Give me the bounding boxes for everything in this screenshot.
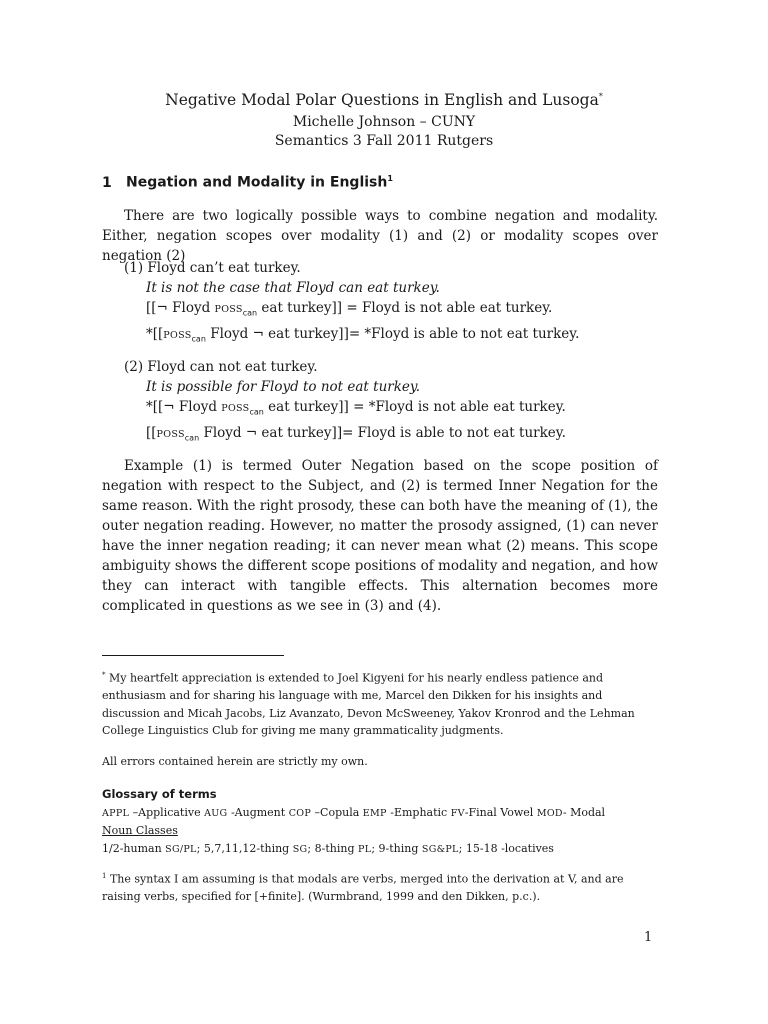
section-footnote-ref: 1 xyxy=(387,174,393,183)
example-1-sentence: (1) Floyd can’t eat turkey. xyxy=(124,260,301,276)
glossary-abbreviations: APPL –Applicative AUG -Augment COP –Copula EMP -Emphatic FV-Final Vowel MOD- Modal xyxy=(102,805,606,819)
noun-classes-heading: Noun Classes xyxy=(102,824,178,837)
page-number: 1 xyxy=(644,930,653,945)
noun-classes-list: 1/2-human SG/PL; 5,7,11,12-thing SG; 8-thing PL; 9-thing SG&PL; 15-18 -locatives xyxy=(102,841,554,855)
author-line: Michelle Johnson – CUNY xyxy=(292,114,476,130)
footnote-errors: All errors contained herein are strictly my own. xyxy=(102,755,368,768)
footnote-acknowledgements: * My heartfelt appreciation is extended to Joel Kigyeni for his nearly endless patience and enthusiasm and for sharing his language with me, Marcel den Dikken for his insights and discussion and Micah Jacobs, Liz Avanzato, Devon McSweeney, Yakov Kronrod and the Lehman College Linguistics Club for giving me many grammaticality judgments. xyxy=(102,671,635,738)
title-footnote-mark: * xyxy=(598,91,603,101)
example-2 xyxy=(124,357,566,448)
example-1-formula-1: [[¬ Floyd $POSS_{can}$ eat turkey]] = Floyd is not able eat turkey. xyxy=(146,300,553,318)
example-1-formula-2: $*[[POSS_{can}$ Floyd ¬ eat turkey]]= *Floyd is able to not eat turkey. xyxy=(146,325,580,344)
paper-title: Negative Modal Polar Questions in English and Lusoga* xyxy=(165,91,603,109)
intro-paragraph: There are two logically possible ways to combine negation and modality. Either, negation scopes over modality (1) and (2) or modality scopes over negation (2) xyxy=(102,208,658,264)
course-line: Semantics 3 Fall 2011 Rutgers xyxy=(274,133,494,149)
glossary-title: Glossary of terms xyxy=(102,787,217,801)
example-2-gloss: It is possible for Floyd to not eat turkey. xyxy=(146,379,421,395)
example-1-gloss: It is not the case that Floyd can eat turkey. xyxy=(146,280,440,296)
body-paragraph: Example (1) is termed Outer Negation based on the scope position of negation with respect to the Subject, and (2) is termed Inner Negation for the same reason. With the right prosody, these can both have the meaning of (1), the outer negation reading. However, no matter the prosody assigned, (1) can never have the inner negation reading; it can never mean what (2) means. This scope ambiguity shows the different scope positions of modality and negation, and how they can interact with tangible effects. This alternation becomes more complicated in questions as we see in (3) and (4). xyxy=(102,458,658,614)
section-number: 1 xyxy=(102,174,112,191)
section-heading xyxy=(102,174,393,191)
section-title: Negation and Modality in English xyxy=(126,174,388,191)
example-2-formula-1: *[[¬ Floyd $POSS_{can}$ eat turkey]] = *Floyd is not able eat turkey. xyxy=(146,399,566,417)
footnote-divider xyxy=(102,655,284,656)
footnote-1-mark: 1 xyxy=(102,872,107,880)
example-2-formula-2: [[$POSS_{can}$ Floyd ¬ eat turkey]]= Floyd is able to not eat turkey. xyxy=(146,424,566,443)
example-1 xyxy=(124,258,579,349)
footnote-1: $^1$ The syntax I am assuming is that modals are verbs, merged into the derivation at V, and are raising verbs, specified for [+finite]. (Wurmbrand, 1999 and den Dikken, p.c.). xyxy=(102,872,624,904)
glossary xyxy=(102,786,662,858)
example-2-sentence: (2) Floyd can not eat turkey. xyxy=(124,359,318,375)
footnote-star-mark: * xyxy=(102,671,106,679)
